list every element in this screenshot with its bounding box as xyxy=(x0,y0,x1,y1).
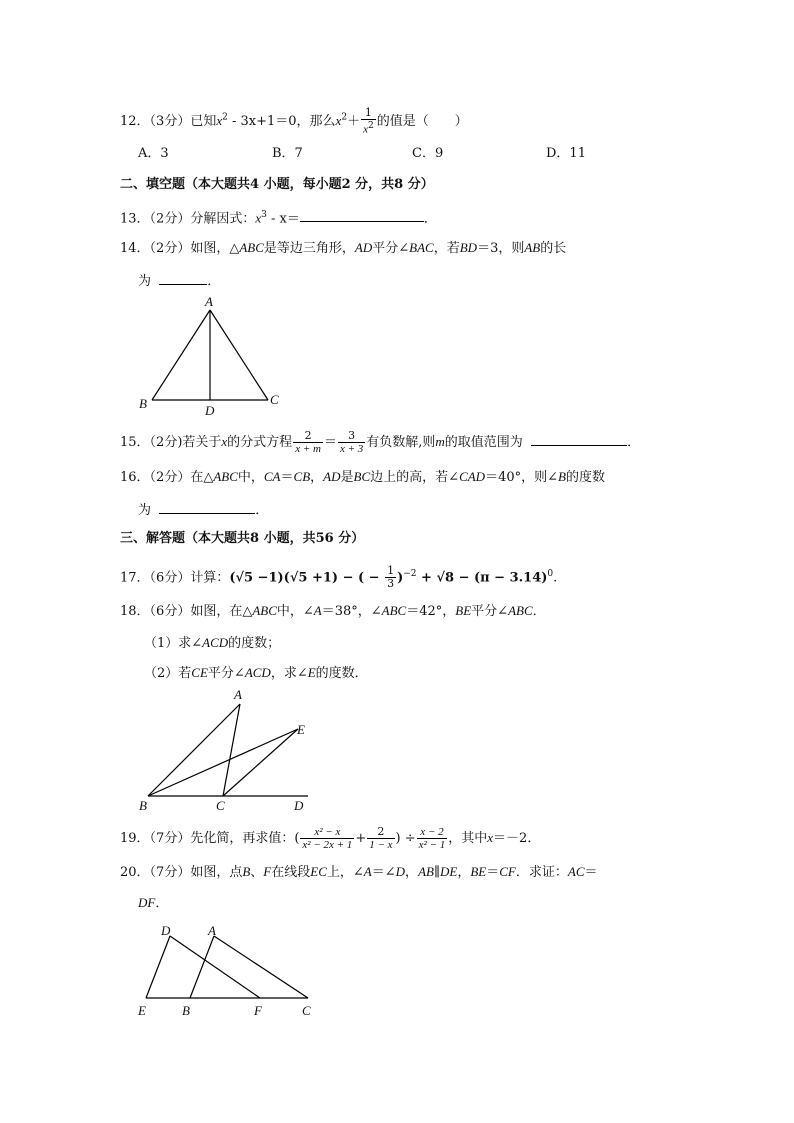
q14-answer-blank[interactable] xyxy=(159,270,207,285)
fig2-label-d: D xyxy=(294,798,304,813)
q12-option-d: D．11 xyxy=(546,146,586,161)
q16-answer-blank[interactable] xyxy=(159,499,255,514)
q12-stem: 12．（3分）已知$x^2 - 3x+1=0$，那么$x^2+$ $\frac{1}{x^2}$ 的值是（ ） xyxy=(120,106,468,136)
q18-sub1: （1）求∠ACD的度数； xyxy=(144,635,281,651)
q14-triangle-figure xyxy=(130,290,290,420)
fig3-label-b: B xyxy=(182,1003,190,1018)
fig2-label-a: A xyxy=(234,687,242,702)
q15-answer-blank[interactable] xyxy=(531,431,627,446)
q12-option-a: A．3 xyxy=(138,146,169,161)
fig3-label-f: F xyxy=(254,1003,262,1018)
fig3-label-a: A xyxy=(208,923,216,938)
q20-stem: 20．（7分）如图，点B、F在线段EC上，∠A＝∠D，AB∥DE，BE＝CF．求证：AC＝ xyxy=(120,864,598,880)
fig1-label-b: B xyxy=(139,396,147,411)
fig2-label-e: E xyxy=(297,722,305,737)
section-3-title: 三、解答题（本大题共8 小题，共56 分） xyxy=(120,531,365,546)
fig1-label-a: A xyxy=(205,294,213,309)
q19-stem: 19．（7分）先化简，再求值：( $\frac{\text{x² − x}}{\text{x² − 2x + 1}}$ + $\frac{2}{1 - x}$ ) ÷ $\frac{x - 2}{\text{x² − 1}}$ ，其中x＝－2． xyxy=(120,825,541,851)
q13-stem: 13．（2分）分解因式：$x^3 - x=$ ． xyxy=(120,206,437,228)
fig2-label-c: C xyxy=(216,798,225,813)
fig2-label-b: B xyxy=(139,798,147,813)
fig3-label-c: C xyxy=(302,1003,311,1018)
q18-stem: 18．（6分）如图，在△ABC中，∠A＝38°，∠ABC＝42°，BE平分∠ABC． xyxy=(120,603,546,619)
q14-stem: 14．（2分）如图，△ABC是等边三角形，AD平分∠BAC，若BD＝3，则AB的长 xyxy=(120,240,567,256)
fig1-label-c: C xyxy=(270,392,279,407)
q20-figure xyxy=(130,920,330,1025)
section-2-title: 二、填空题（本大题共4 小题，每小题2 分，共8 分） xyxy=(120,177,434,192)
q16-stem: 16．（2分）在△ABC中，CA＝CB，AD是BC边上的高，若∠CAD＝40°，则∠B的度数 xyxy=(120,469,605,485)
q16-line2: 为 ． xyxy=(138,499,268,520)
q12-options xyxy=(138,145,658,163)
q18-sub2: （2）若CE平分∠ACD，求∠E的度数． xyxy=(144,665,368,681)
q14-line2: 为 ． xyxy=(138,270,220,291)
q17-stem: 17．（6分）计算：(√5 −1)(√5 +1) − ( − $\frac{1}{3}$ )$^{-2} + √8 - (\pi - 3.14)^0$. xyxy=(120,564,558,591)
q20-line2: DF． xyxy=(138,895,169,911)
q12-option-c: C．9 xyxy=(412,146,444,161)
q12-option-b: B．7 xyxy=(272,146,303,161)
q15-stem: 15．（2分)若关于x的分式方程 $\frac{2}{x + m}$ ＝ $\frac{3}{x + 3}$ 有负数解,则m的取值范围为 ． xyxy=(120,429,641,455)
q13-answer-blank[interactable] xyxy=(300,207,424,222)
fig3-label-e: E xyxy=(138,1003,146,1018)
q18-figure xyxy=(130,686,330,816)
fig3-label-d: D xyxy=(161,923,171,938)
fig1-label-d: D xyxy=(205,403,215,418)
